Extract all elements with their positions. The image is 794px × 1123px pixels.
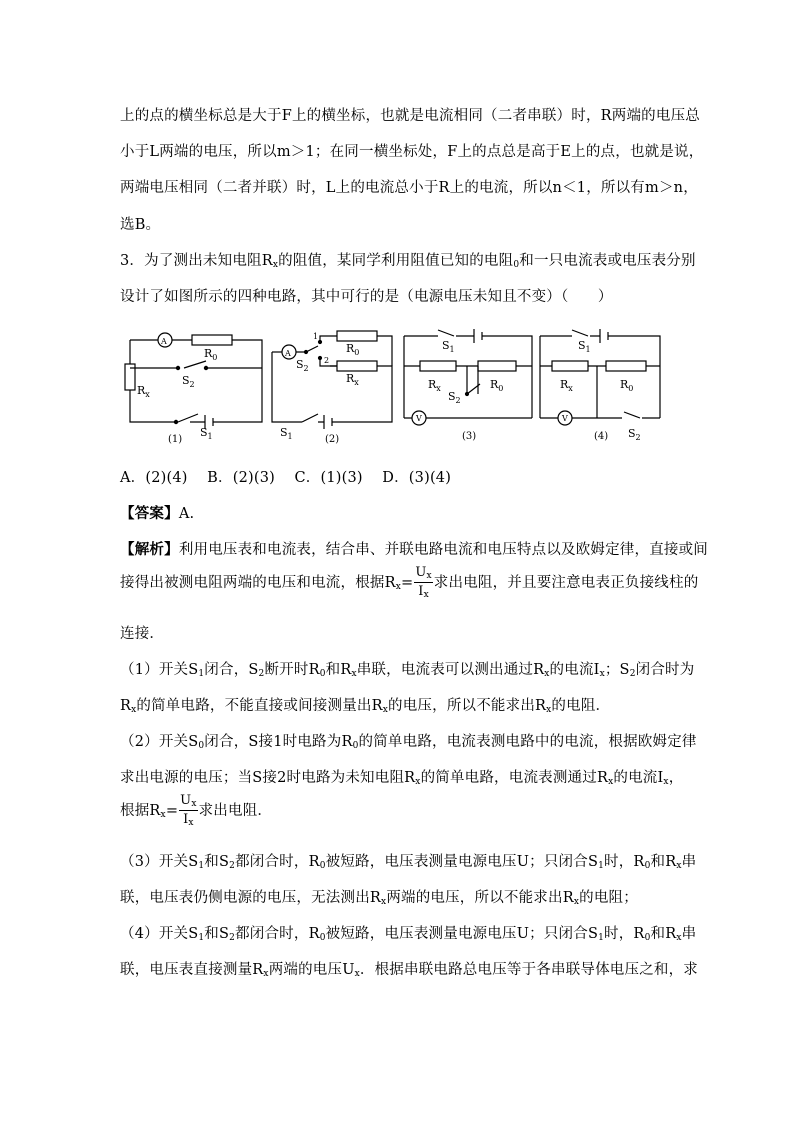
rx-label: $R_x$ (346, 372, 359, 387)
analysis-line: $R_x$的简单电路，不能直接或间接测量出$R_x$的电压，所以不能求出$R_x$的电阻． (120, 698, 611, 715)
analysis-line: 联，电压表直接测量$R_x$两端的电压$U_x$．根据串联电路总电压等于各串联导体电压之和，求 (120, 962, 699, 979)
s2-label: $S_2$ (448, 390, 461, 405)
rx-label: $R_x$ (137, 384, 150, 399)
analysis-line: 根据$R_x=$ $\frac{U_x}{I_x}$ 求出电阻． (120, 793, 273, 828)
terminal-2: 2 (324, 356, 330, 365)
r0-label: $R_0$ (346, 342, 360, 357)
rx-label: $R_x$ (560, 378, 573, 393)
text-line: 两端电压相同（二者并联）时，L上的电流总小于R上的电流，所以n＜1，所以有m＞n， (120, 180, 698, 196)
text-line: 上的点的横坐标总是大于F上的横坐标，也就是电流相同（二者串联）时，R两端的电压总 (120, 108, 700, 124)
answer-line (120, 502, 194, 523)
circuit-4 (540, 329, 660, 425)
analysis-line: （3）开关$S_1$和$S_2$都闭合时，$R_0$被短路，电压表测量电源电压U；只闭合$S_1$时，$R_0$和$R_x$串 (120, 854, 697, 871)
question-line: 3．为了测出未知电阻$R_x$的阻值，某同学利用阻值已知的电阻$_0$和一只电流表或电压表分别 (120, 253, 696, 270)
s2-label: $S_2$ (296, 358, 309, 373)
voltmeter-label: V (562, 414, 568, 423)
options-line: A．(2)(4) B．(2)(3) C．(1)(3) D．(3)(4) (120, 470, 452, 486)
caption-2: (2) (325, 434, 340, 445)
circuit-3 (404, 329, 532, 425)
r0-label: $R_0$ (490, 378, 504, 393)
s2-label: $S_2$ (182, 374, 195, 389)
caption-1: (1) (168, 434, 183, 445)
analysis-line: （2）开关$S_0$闭合，S接1时电路为$R_0$的简单电路，电流表测电路中的电流，根据欧姆定律 (120, 734, 697, 751)
voltmeter-label: V (416, 414, 422, 423)
analysis-line: 求出电源的电压；当S接2时电路为未知电阻$R_x$的简单电路，电流表测通过$R_x$的电流$I_x$， (120, 770, 684, 787)
text-line: 选B。 (120, 217, 161, 233)
s1-label: $S_1$ (578, 339, 591, 354)
analysis-line: （1）开关$S_1$闭合，$S_2$断开时$R_0$和$R_x$串联，电流表可以测出通过$R_x$的电流$I_x$；$S_2$闭合时为 (120, 662, 695, 679)
ohm-fraction: $\frac{U_x}{I_x}$ (180, 793, 197, 828)
s1-label: $S_1$ (200, 426, 213, 441)
s1-label: $S_1$ (442, 339, 455, 354)
rx-label: $R_x$ (428, 378, 441, 393)
analysis-line: 联，电压表仍侧电源的电压，无法测出$R_x$两端的电压，所以不能求出$R_x$的电阻； (120, 890, 638, 907)
r0-label: $R_0$ (620, 378, 634, 393)
analysis-line: 【解析】利用电压表和电流表，结合串、并联电路电流和电压特点以及欧姆定律，直接或间 (120, 541, 709, 558)
caption-3: (3) (462, 431, 477, 442)
caption-4: (4) (594, 431, 609, 442)
circuit-2 (272, 331, 392, 429)
text-line: 小于L两端的电压，所以m＞1；在同一横坐标处，F上的点总是高于E上的点，也就是说， (120, 144, 704, 160)
ammeter-label: A (161, 337, 167, 346)
analysis-line: （4）开关$S_1$和$S_2$都闭合时，$R_0$被短路，电压表测量电源电压U；只闭合$S_1$时，$R_0$和$R_x$串 (120, 926, 697, 943)
answer-label: 【答案】 (120, 505, 179, 522)
terminal-1: 1 (313, 332, 319, 341)
r0-label: $R_0$ (204, 347, 218, 362)
s2-label: $S_2$ (628, 427, 641, 442)
question-line: 设计了如图所示的四种电路，其中可行的是（电源电压未知且不变）（ ） (120, 289, 613, 305)
analysis-line: 连接． (120, 626, 165, 642)
analysis-line: 接得出被测电阻两端的电压和电流，根据$R_x=$ $\frac{U_x}{I_x}$ 求出电阻，并且要注意电表正负接线柱的 (120, 565, 699, 600)
ohm-fraction: $\frac{U_x}{I_x}$ (415, 565, 432, 600)
circuit-figures (120, 322, 680, 447)
answer-value: A. (178, 506, 195, 522)
ammeter-label: A (285, 349, 291, 358)
analysis-label: 【解析】 (120, 541, 179, 558)
s1-label: $S_1$ (280, 426, 293, 441)
